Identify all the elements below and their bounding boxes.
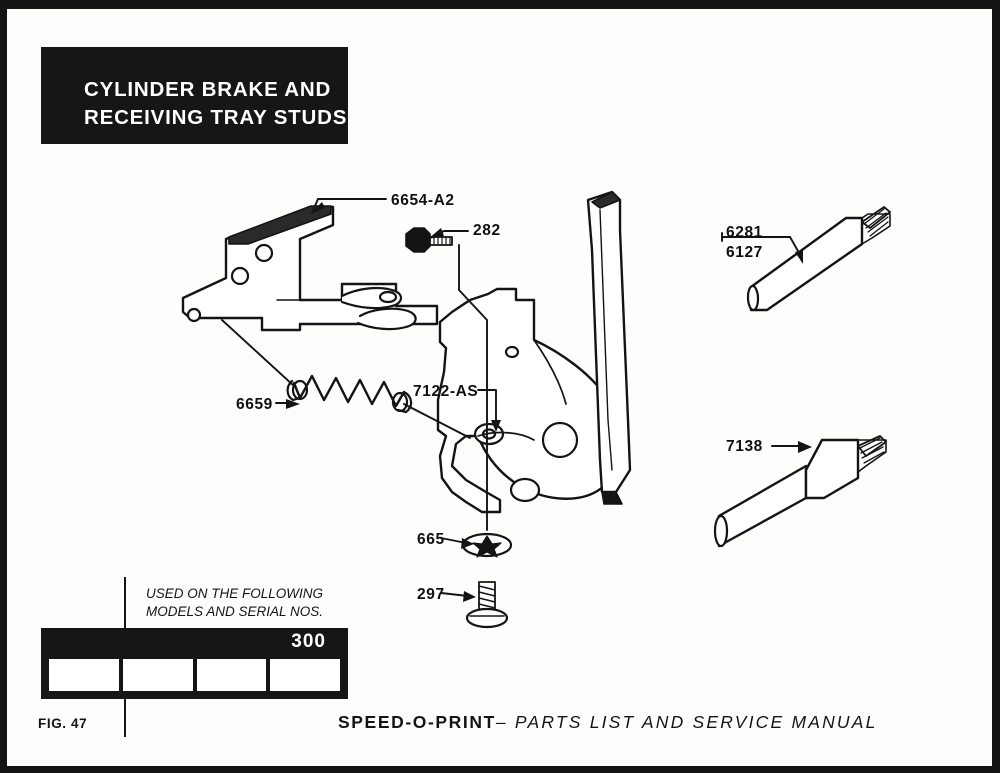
models-table-cell (123, 659, 193, 691)
model-number-300: 300 (291, 631, 326, 652)
models-table (41, 628, 348, 699)
callout-7138: 7138 (726, 438, 763, 455)
callout-6281: 6281 (726, 224, 763, 241)
footer-brand: SPEED-O-PRINT (338, 712, 496, 732)
callout-282: 282 (473, 222, 501, 239)
section-title-line-1: CYLINDER BRAKE AND (84, 78, 332, 101)
models-table-cells (49, 659, 340, 691)
screw-297 (467, 582, 507, 627)
callout-6654-a2: 6654-A2 (391, 192, 455, 209)
callout-6659: 6659 (236, 396, 273, 413)
models-table-cell (197, 659, 267, 691)
footer-subtitle: – PARTS LIST AND SERVICE MANUAL (495, 712, 878, 732)
section-title-block (41, 47, 348, 144)
footer-line (338, 712, 878, 733)
callout-7122-as: 7122-AS (413, 383, 479, 400)
used-on-note-line-2: MODELS AND SERIAL NOS. (146, 604, 324, 620)
used-on-note-line-1: USED ON THE FOLLOWING (146, 586, 324, 601)
callout-6127: 6127 (726, 244, 763, 261)
callout-665: 665 (417, 531, 445, 548)
brake-spring-6659 (288, 376, 411, 412)
figure-number: FIG. 47 (38, 716, 88, 731)
callout-297: 297 (417, 586, 445, 603)
models-table-cell (49, 659, 119, 691)
star-washer-665 (463, 534, 511, 557)
used-on-note (146, 585, 346, 621)
section-title-line-2: RECEIVING TRAY STUDS (84, 106, 348, 129)
models-table-cell (270, 659, 340, 691)
tray-stud-6281-6127 (748, 207, 890, 310)
